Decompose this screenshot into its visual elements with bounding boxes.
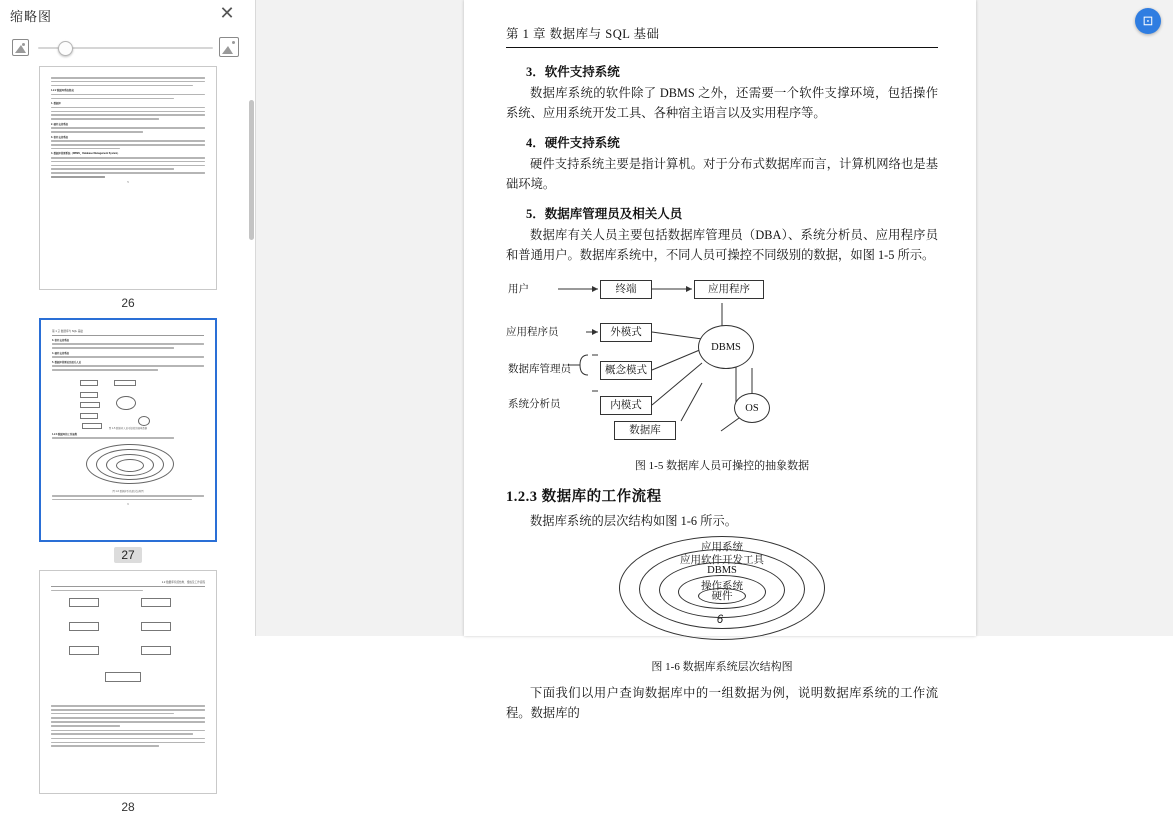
thumbnail-running-head: 1.2 数据库系统结构、组成及工作流程 xyxy=(51,581,205,587)
figure-node-database: 数据库 xyxy=(614,421,676,440)
thumbnail-item-28[interactable] xyxy=(10,570,246,816)
heading-hardware-support: 4．硬件支持系统 xyxy=(526,135,620,150)
figure-label-programmer: 应用程序员 xyxy=(506,327,559,339)
figure-label-user: 用户 xyxy=(508,284,529,296)
figure-node-terminal: 终端 xyxy=(600,280,652,299)
paragraph-software-support: 数据库系统的软件除了 DBMS 之外，还需要一个软件支撑环境，包括操作系统、应用系统开发工具、各种宿主语言以及实用程序等。 xyxy=(506,86,938,120)
paragraph-closing: 下面我们以用户查询数据库中的一组数据为例，说明数据库系统的工作流程。数据库的 xyxy=(506,686,938,721)
paragraph-hardware-support: 硬件支持系统主要是指计算机。对于分布式数据库而言，计算机网络也是基础环境。 xyxy=(506,156,938,191)
zoom-slider-handle[interactable] xyxy=(58,41,73,56)
thumbnail-running-head: 第 1 章 数据库与 SQL 基础 xyxy=(52,330,204,336)
figure-node-conceptual-schema: 概念模式 xyxy=(600,361,652,380)
figure-1-6 xyxy=(506,536,938,652)
document-page-number: 6 xyxy=(716,614,724,626)
thumbnail-subheading-1: 3. 软件支持系统 xyxy=(52,338,70,342)
thumbnail-subheading-2: 2. 硬件支持系统 xyxy=(51,122,69,126)
thumbnail-page-number: 5 xyxy=(127,180,129,184)
document-page xyxy=(464,0,976,721)
thumbnail-panel-header xyxy=(0,0,255,30)
thumbnail-subheading-4: 4. 数据库管理系统（DBMS，Database Management System） xyxy=(51,152,120,156)
figure-1-5 xyxy=(506,273,938,451)
thumbnail-subheading-1: 1. 数据库 xyxy=(51,102,61,106)
figure-node-internal-schema: 内模式 xyxy=(600,396,652,415)
thumbnail-heading: 1.2.2 数据库系统组成 xyxy=(51,89,74,93)
figure-label-dba: 数据库管理员 xyxy=(508,364,571,376)
figure-node-os: OS xyxy=(734,393,770,423)
thumbnail-subheading-3: 5. 数据库管理员及相关人员 xyxy=(52,360,81,364)
paragraph-workflow-intro: 数据库系统的层次结构如图 1-6 所示。 xyxy=(530,514,737,529)
thumbnail-section-heading: 1.2.3 数据库的工作流程 xyxy=(52,432,78,436)
figure-layer-hardware xyxy=(698,588,746,604)
thumbnail-scrollbar[interactable] xyxy=(249,100,254,240)
heading-software-support: 3．软件支持系统 xyxy=(526,65,620,79)
figure-node-dbms: DBMS xyxy=(698,325,754,369)
figure-1-5-caption: 图 1-5 数据库人员可操控的抽象数据 xyxy=(634,460,810,473)
document-viewer xyxy=(256,0,1173,721)
figure-layer-label: 应用软件开发工具 xyxy=(680,555,764,567)
thumbnail-figure-1-5 xyxy=(52,374,204,430)
figure-node-application-program: 应用程序 xyxy=(694,280,764,299)
thumbnail-panel-title: 缩略图 xyxy=(10,9,53,24)
thumbnail-item-26[interactable] xyxy=(10,66,246,312)
section-heading-1-2-3: 1.2.3 数据库的工作流程 xyxy=(506,489,662,506)
thumbnail-figure-1-6 xyxy=(52,442,204,494)
running-head: 第 1 章 数据库与 SQL 基础 xyxy=(506,24,938,48)
thumbnail-panel xyxy=(0,0,256,814)
thumbnail-page-preview[interactable] xyxy=(39,570,217,794)
heading-dba-personnel: 5．数据库管理员及相关人员 xyxy=(526,206,683,221)
thumbnail-label-28: 28 xyxy=(121,800,135,814)
thumbnail-item-27[interactable] xyxy=(10,318,246,564)
thumbnail-figure-caption: 图 1-6 数据库系统层次结构图 xyxy=(112,490,144,494)
thumbnail-subheading-2: 4. 硬件支持系统 xyxy=(52,351,70,355)
thumbnail-list[interactable] xyxy=(0,66,256,814)
thumbnail-label-26: 26 xyxy=(121,296,135,310)
thumbnail-label-27: 27 xyxy=(114,547,141,563)
figure-layer-label: 硬件 xyxy=(711,591,733,603)
thumbnail-page-content xyxy=(52,330,204,532)
figure-label-system-analyst: 系统分析员 xyxy=(508,399,561,411)
thumbnail-subheading-3: 3. 软件支持系统 xyxy=(51,135,69,139)
paragraph-dba-personnel: 数据库有关人员主要包括数据库管理员（DBA）、系统分析员、应用程序员和普通用户。数据库系统中，不同人员可操控不同级别的数据，如图 1-5 所示。 xyxy=(506,227,938,262)
thumbnail-figure xyxy=(51,594,205,702)
thumbnail-page-number: 6 xyxy=(127,503,129,507)
expand-panel-icon[interactable]: ⊡ xyxy=(1135,8,1161,34)
image-small-icon[interactable] xyxy=(12,39,29,56)
thumbnail-page-preview-selected[interactable] xyxy=(39,318,217,542)
figure-layer-label: DBMS xyxy=(707,565,737,577)
thumbnail-page-content xyxy=(51,581,205,785)
thumbnail-page-content xyxy=(51,77,205,281)
figure-layer-label: 操作系统 xyxy=(701,581,743,593)
figure-node-external-schema: 外模式 xyxy=(600,323,652,342)
thumbnail-figure-caption: 图 1-5 数据库人员可操控的抽象数据 xyxy=(108,427,148,431)
close-icon[interactable]: ✕ xyxy=(219,3,235,23)
figure-1-6-caption: 图 1-6 数据库系统层次结构图 xyxy=(651,661,793,674)
thumbnail-zoom-slider[interactable] xyxy=(0,34,255,64)
thumbnail-page-preview[interactable] xyxy=(39,66,217,290)
image-large-icon[interactable] xyxy=(219,37,239,57)
figure-layer-label: 应用系统 xyxy=(701,542,743,554)
